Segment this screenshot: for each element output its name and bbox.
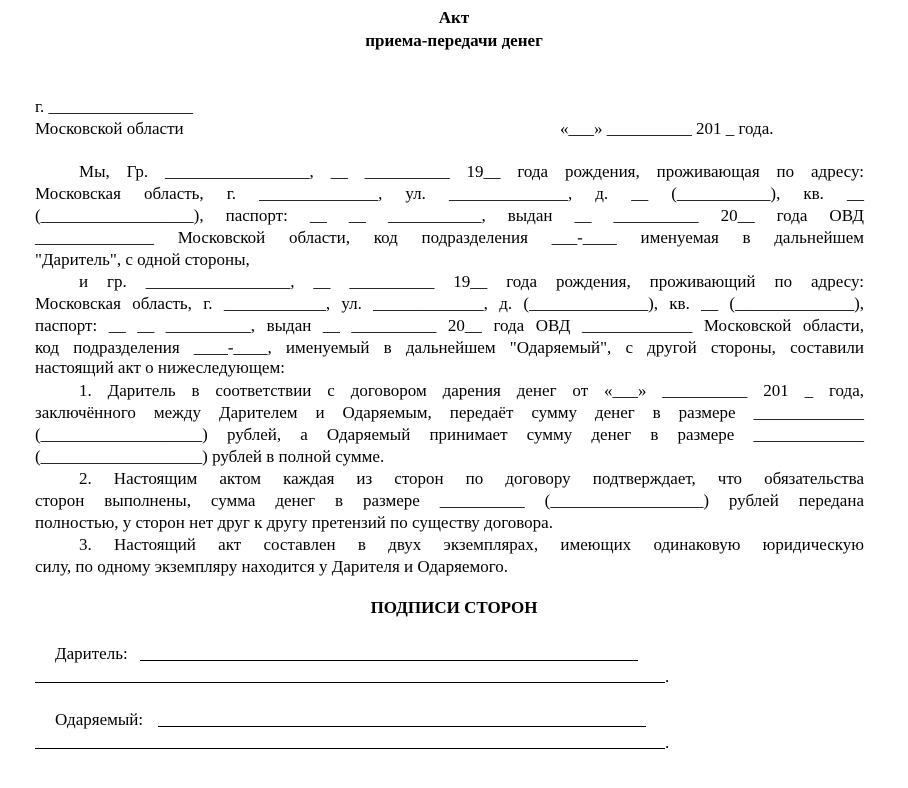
recipient-signature-line [158, 726, 646, 727]
document-title: Акт [438, 8, 470, 27]
signatures-heading: ПОДПИСИ СТОРОН [370, 598, 538, 617]
body-line: Мы, Гр. _________________, __ __________ 19__ года рождения, проживающая по адресу: [79, 162, 864, 181]
clause-3: 3. Настоящий акт составлен в двух экземплярах, имеющих одинаковую юридическую [79, 535, 864, 554]
donor-signature-line-2 [35, 682, 665, 683]
document-subtitle: приема-передачи денег [365, 31, 543, 50]
header-region: Московской области [35, 119, 184, 138]
clause-2: 2. Настоящим актом каждая из сторон по договору подтверждает, что обязательства [79, 469, 864, 488]
body-line: силу, по одному экземпляру находится у Дарителя и Одаряемого. [35, 557, 509, 576]
header-city: г. _________________ [35, 97, 194, 116]
body-line: Московская область, г. ____________, ул. _____________, д. (______________), кв. __ (______________), [35, 294, 864, 313]
body-line: сторон выполнены, сумма денег в размере __________ (__________________) рублей передана [35, 491, 864, 510]
recipient-label: Одаряемый: [55, 710, 144, 729]
body-line: настоящий акт о нижеследующем: [35, 358, 285, 377]
clause-1: 1. Даритель в соответствии с договором дарения денег от «___» __________ 201 _ года, [79, 381, 864, 400]
body-line: паспорт: __ __ __________, выдан __ __________ 20__ года ОВД _____________ Московской области, [35, 316, 864, 335]
body-line: заключённого между Дарителем и Одаряемым, передаёт сумму денег в размере _____________ [35, 403, 864, 422]
body-line: код подразделения ____-____, именуемый в дальнейшем "Одаряемый", с другой стороны, составили [35, 338, 864, 357]
body-line: полностью, у сторон нет друг к другу претензий по существу договора. [35, 513, 553, 532]
body-line: и гр. _________________, __ __________ 19__ года рождения, проживающий по адресу: [79, 272, 864, 291]
body-line: Московская область, г. ______________, ул. ______________, д. __ (___________), кв. __ [35, 184, 864, 203]
recipient-signature-line-2 [35, 748, 665, 749]
body-line: ______________ Московской области, код подразделения ___-____ именуемая в дальнейшем [35, 228, 864, 247]
donor-signature-line [140, 660, 638, 661]
header-date: «___» __________ 201 _ года. [560, 119, 774, 138]
donor-label: Даритель: [55, 644, 128, 663]
body-line: (___________________) рублей в полной сумме. [35, 447, 385, 466]
body-line: (__________________), паспорт: __ __ ___________, выдан __ __________ 20__ года ОВД [35, 206, 864, 225]
body-line: "Даритель", с одной стороны, [35, 250, 250, 269]
line-end: . [665, 733, 670, 752]
body-line: (___________________) рублей, а Одаряемый принимает сумму денег в размере _____________ [35, 425, 864, 444]
line-end: . [665, 667, 670, 686]
